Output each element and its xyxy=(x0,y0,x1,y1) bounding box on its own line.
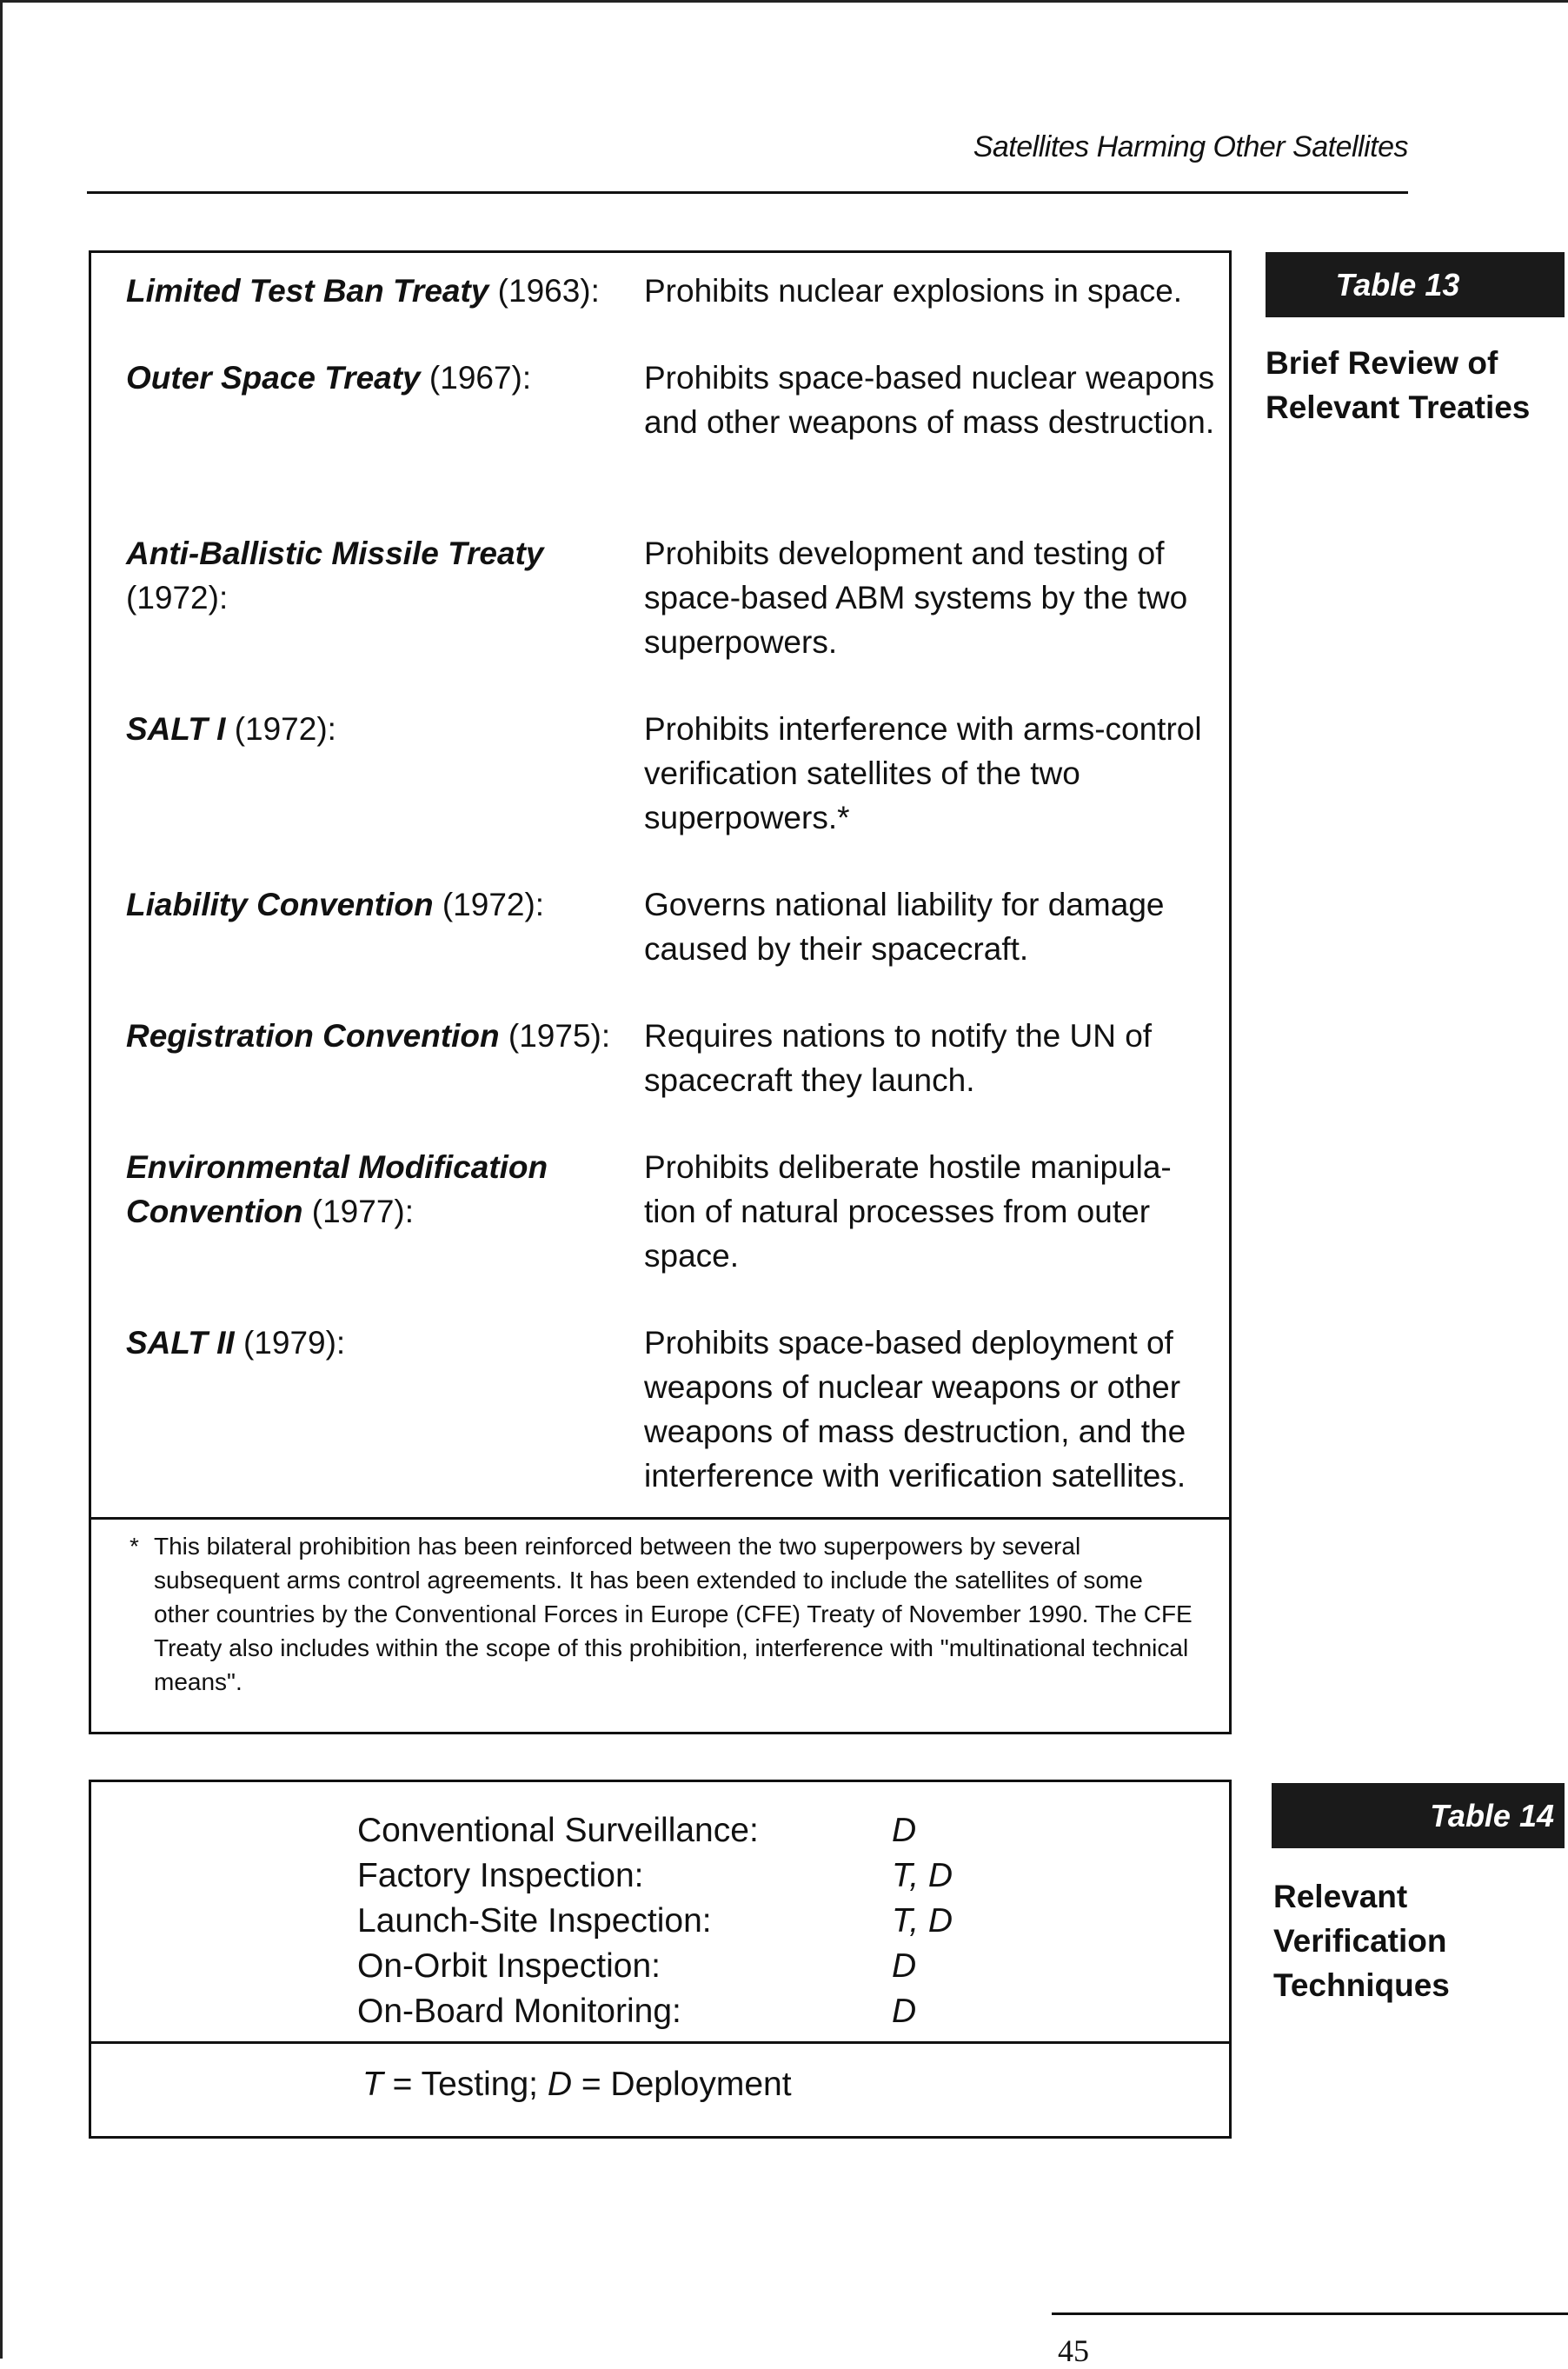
verification-table xyxy=(89,1780,1232,2139)
technique-name: Factory Inspection: xyxy=(357,1857,644,1894)
treaty-name xyxy=(126,1014,613,1058)
treaty-year: (1972): xyxy=(225,711,336,747)
treaty-year: (1975): xyxy=(499,1018,611,1054)
treaty-name xyxy=(126,356,613,400)
treaty-title: Liability Convention xyxy=(126,887,434,922)
treaty-description: Requires nations to notify the UN of spacecraft they launch. xyxy=(644,1018,1153,1098)
table-14-tab: Table 14 xyxy=(1272,1783,1565,1848)
code-legend xyxy=(362,2062,792,2107)
legend-d-code: D xyxy=(547,2066,572,2103)
treaty-description: Governs national liability for damage caused by their spacecraft. xyxy=(644,887,1165,967)
treaty-year: (1963): xyxy=(488,273,600,309)
treaty-description: Prohibits space-based deployment of weapons of nuclear weapons or other weapons of mass destruction, and the interference with verification satellites. xyxy=(644,1325,1186,1494)
treaty-year: (1972): xyxy=(433,887,545,922)
legend-t-code: T xyxy=(362,2066,383,2103)
technique-row xyxy=(357,1853,1139,1899)
technique-code: D xyxy=(892,1993,917,2030)
treaty-title: SALT I xyxy=(126,711,226,747)
technique-code: T, D xyxy=(892,1857,953,1894)
treaty-year: (1977): xyxy=(302,1194,414,1229)
treaty-name xyxy=(126,1321,613,1365)
treaty-name xyxy=(126,882,613,927)
legend-t-text: = Testing; xyxy=(382,2066,548,2103)
legend-d-text: = Deployment xyxy=(571,2066,792,2103)
treaty-year: (1972): xyxy=(126,580,229,616)
page-left-border xyxy=(0,0,3,2359)
technique-row xyxy=(357,1899,1139,1944)
legend-divider xyxy=(91,2041,1229,2044)
treaty-description: Prohibits deliberate hostile manipula-tion of natural processes from outer space. xyxy=(644,1149,1172,1274)
treaty-name xyxy=(126,269,613,313)
treaty-year: (1967): xyxy=(420,360,532,396)
table-14-title: Relevant Verification Techniques xyxy=(1273,1879,1450,2003)
technique-code: D xyxy=(892,1812,917,1849)
treaty-description: Prohibits development and testing of space-based ABM systems by the two superpowers. xyxy=(644,536,1188,660)
treaty-title: Environmental Modification Convention xyxy=(126,1149,548,1229)
table-footnote xyxy=(130,1529,1199,1699)
footnote-divider xyxy=(91,1517,1229,1520)
treaty-name xyxy=(126,1145,578,1234)
page-top-border xyxy=(0,0,1568,3)
technique-name: On-Orbit Inspection: xyxy=(357,1947,661,1985)
treaty-year: (1979): xyxy=(234,1325,346,1361)
header-rule xyxy=(87,191,1408,194)
treaty-name xyxy=(126,531,578,620)
treaty-name xyxy=(126,707,613,751)
treaty-title: SALT II xyxy=(126,1325,235,1361)
table-13-title: Brief Review of Relevant Treaties xyxy=(1266,345,1531,425)
technique-name: On-Board Monitoring: xyxy=(357,1993,681,2030)
technique-row xyxy=(357,1989,1139,2034)
treaty-description: Prohibits interference with arms-control verification satellites of the two superpowers.* xyxy=(644,711,1202,835)
footnote-text: This bilateral prohibition has been reinforced between the two superpowers by several subsequent arms control agreements. It has been extended to include the satellites of some other countries by the Conventional Forces in Europe (CFE) Treaty of November 1990. The CFE Treaty also includes within the scope of this prohibition, interference with "multinational technical means". xyxy=(154,1533,1193,1695)
technique-row xyxy=(357,1808,1139,1853)
footnote-marker: * xyxy=(130,1533,139,1560)
treaty-description: Prohibits nuclear explosions in space. xyxy=(644,273,1183,309)
running-head: Satellites Harming Other Satellites xyxy=(973,130,1408,163)
footer-rule xyxy=(1052,2312,1568,2315)
table-13-tab: Table 13 xyxy=(1266,252,1565,317)
technique-name: Conventional Surveillance: xyxy=(357,1812,759,1849)
technique-code: T, D xyxy=(892,1902,953,1940)
treaty-title: Limited Test Ban Treaty xyxy=(126,273,489,309)
technique-row xyxy=(357,1944,1139,1989)
technique-name: Launch-Site Inspection: xyxy=(357,1902,712,1940)
treaty-title: Outer Space Treaty xyxy=(126,360,421,396)
treaties-table xyxy=(89,250,1232,1734)
treaty-title: Anti-Ballistic Missile Treaty xyxy=(126,536,544,571)
treaty-title: Registration Convention xyxy=(126,1018,500,1054)
treaty-description: Prohibits space-based nuclear weapons and other weapons of mass destruction. xyxy=(644,360,1215,440)
page-number: 45 xyxy=(1058,2333,1089,2368)
technique-code: D xyxy=(892,1947,917,1985)
